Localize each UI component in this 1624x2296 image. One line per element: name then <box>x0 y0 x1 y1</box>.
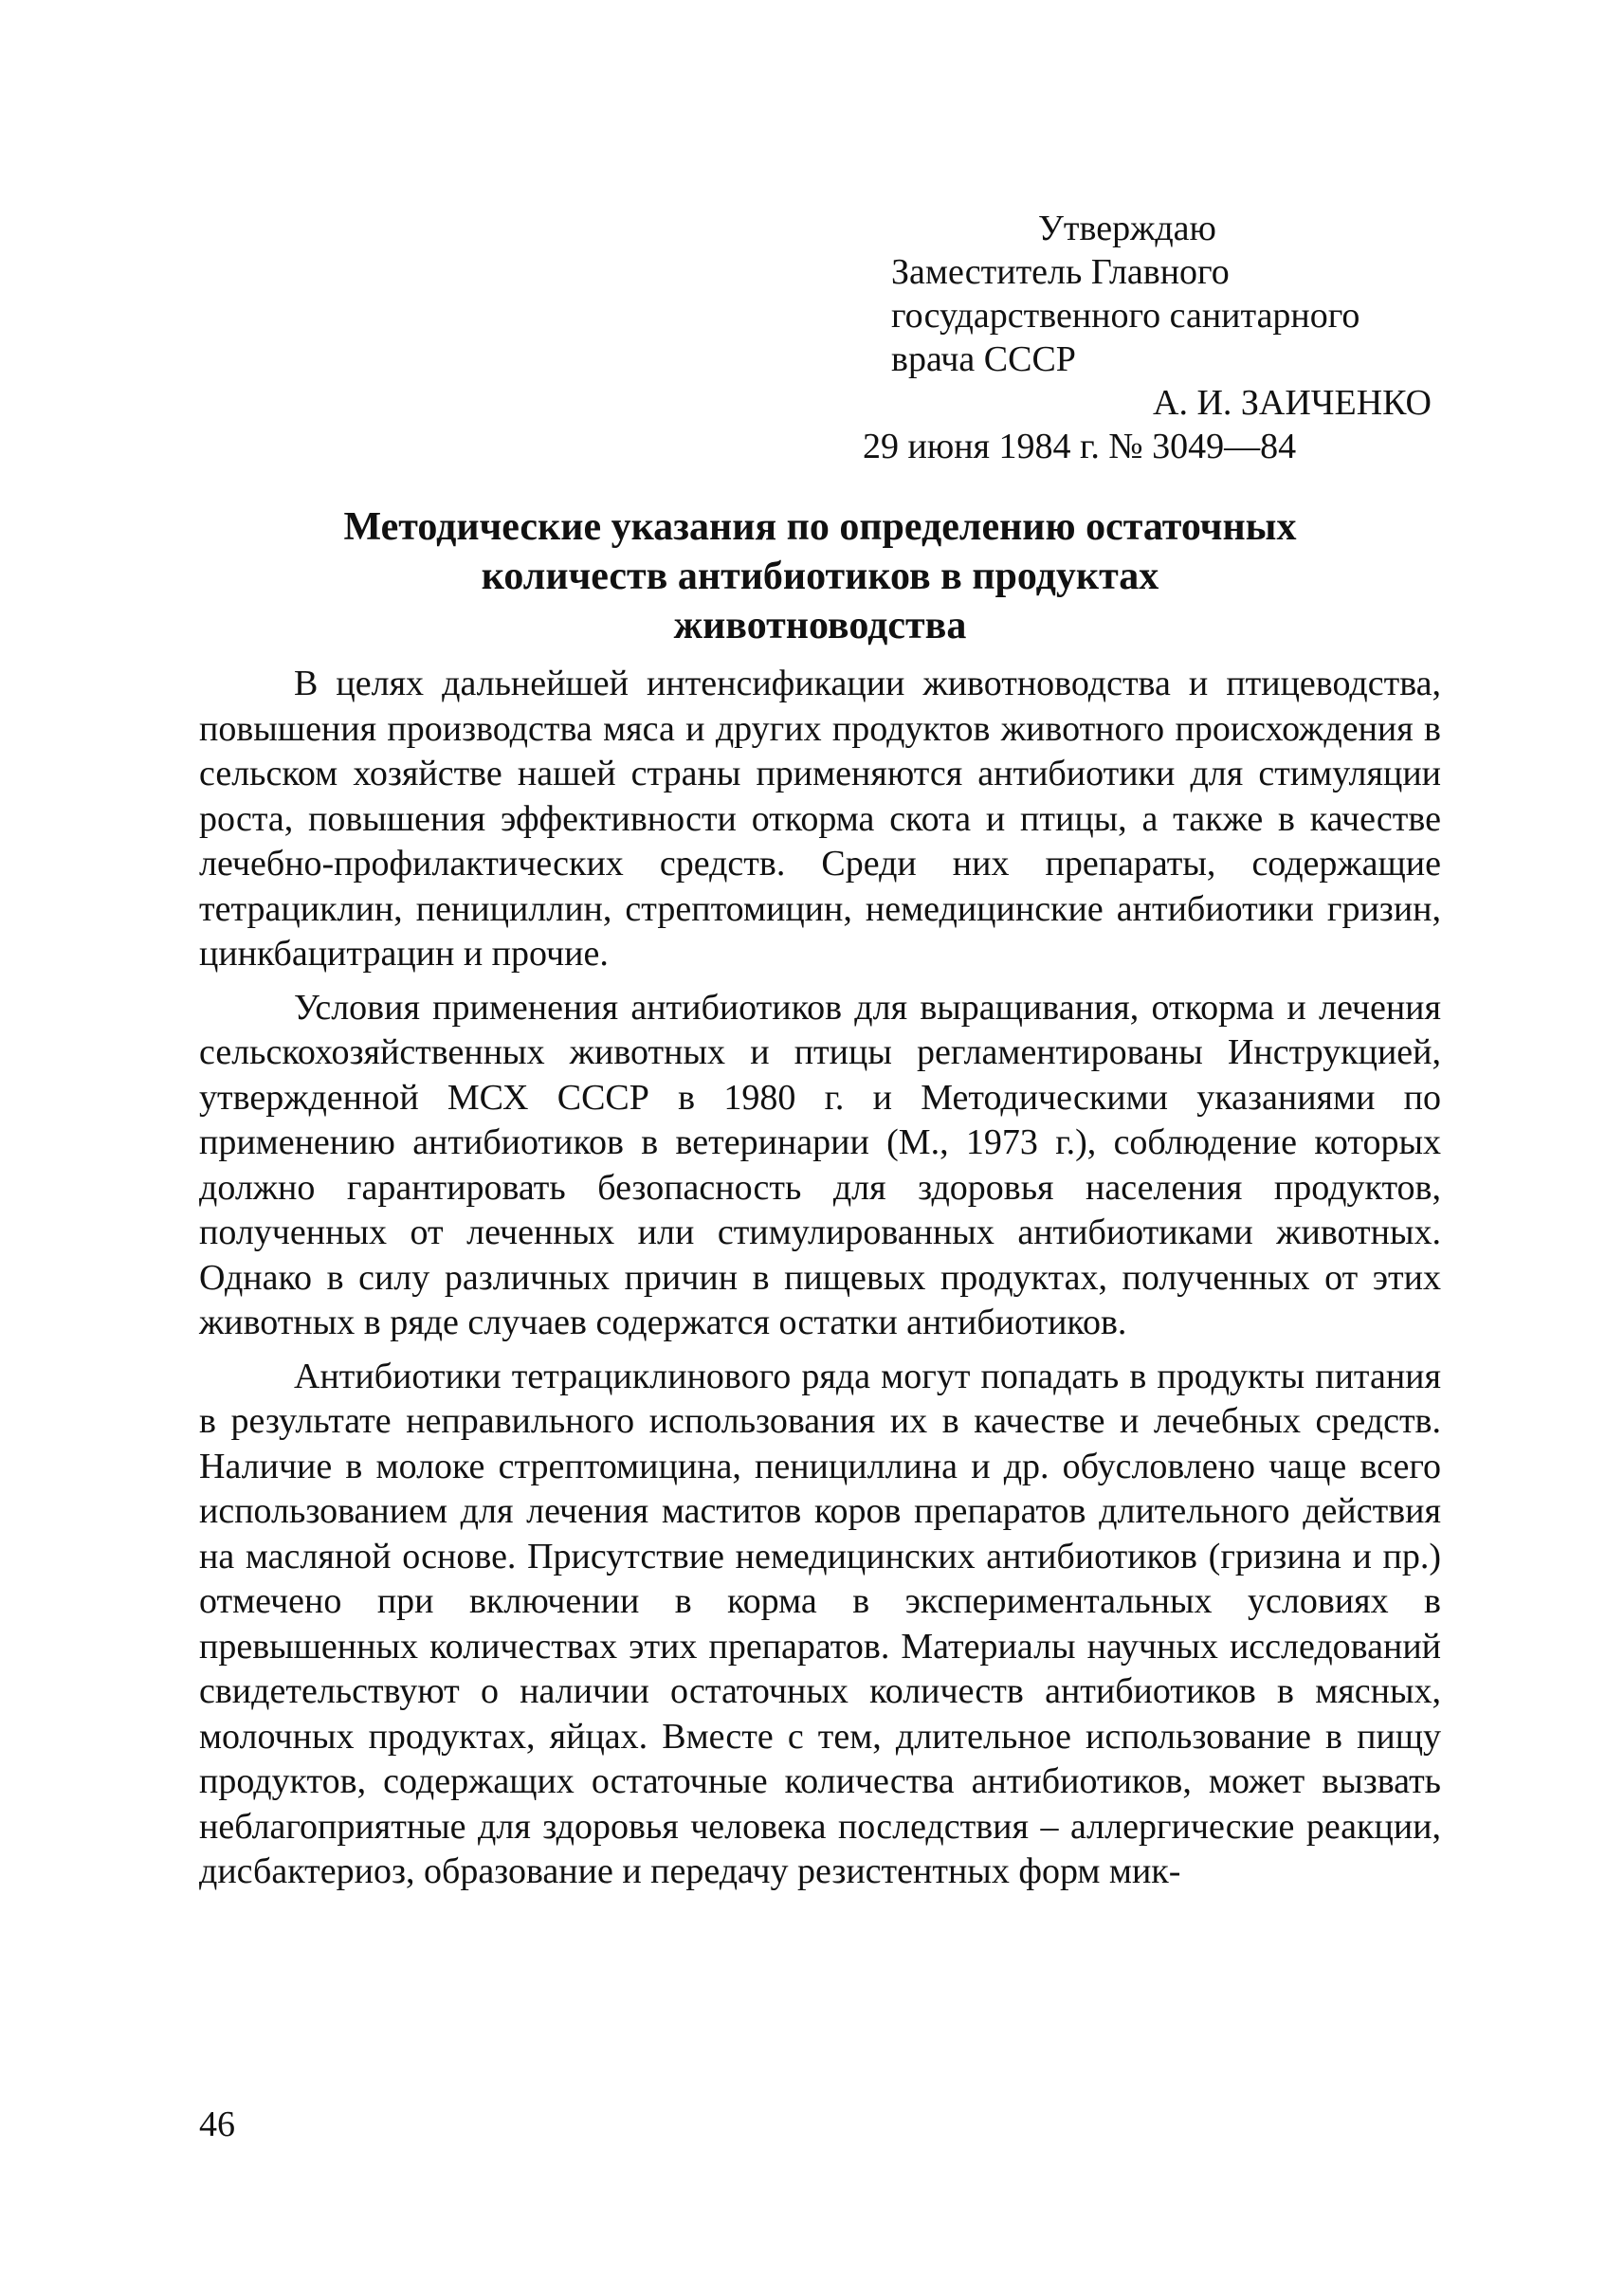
approval-date-number: 29 июня 1984 г. № 3049—84 <box>863 427 1297 466</box>
page-number: 46 <box>199 2105 235 2144</box>
approval-position-line3: врача СССР <box>891 339 1076 379</box>
approval-approve: Утверждаю <box>1038 209 1216 248</box>
approval-position-line1: Заместитель Главного <box>891 252 1230 292</box>
paragraph-3: Антибиотики тетрациклинового ряда могут попадать в продукты питания в результате неправильного использования их в качестве и лечебных средств. Наличие в молоке стрептомицина, пенициллина и др. обусловлено чаще всего использованием для лечения маститов коров препаратов длительного действия на масляной основе. Присутствие немедицинских антибиотиков (гризина и пр.) отмечено при включении в корма в экспериментальных условиях в превышенных количествах этих препаратов. Материалы научных исследований свидетельствуют о наличии остаточных количеств антибиотиков в мясных, молочных продуктах, яйцах. Вместе с тем, длительное использование в пищу продуктов, содержащих остаточные количества антибиотиков, может вызвать неблагоприятные для здоровья человека последствия – аллергические реакции, дисбактериоз, образование и передачу резистентных форм мик- <box>199 1356 1441 1891</box>
approval-block <box>863 207 1441 468</box>
title-line1: Методические указания по определению остаточных <box>343 505 1297 549</box>
document-title <box>199 502 1441 650</box>
paragraph-2: Условия применения антибиотиков для выращивания, откорма и лечения сельскохозяйственных животных и птицы регламентированы Инструкцией, утвержденной МСХ СССР в 1980 г. и Методическими указаниями по применению антибиотиков в ветеринарии (М., 1973 г.), соблюдение которых должно гарантировать безопасность для здоровья населения продуктов, полученных от леченных или стимулированных антибиотиками животных. Однако в силу различных причин в пищевых продуктах, полученных от этих животных в ряде случаев содержатся остатки антибиотиков. <box>199 987 1441 1342</box>
document-body <box>199 662 1441 1895</box>
title-line2: количеств антибиотиков в продуктах <box>481 555 1159 598</box>
approval-name: А. И. ЗАИЧЕНКО <box>1153 383 1432 423</box>
approval-position-line2: государственного санитарного <box>891 296 1360 336</box>
paragraph-1: В целях дальнейшей интенсификации животноводства и птицеводства, повышения производства мяса и других продуктов животного происхождения в сельском хозяйстве нашей страны применяются антибиотики для стимуляции роста, повышения эффективности откорма скота и птицы, а также в качестве лечебно-профилактических средств. Среди них препараты, содержащие тетрациклин, пенициллин, стрептомицин, немедицинские антибиотики гризин, цинкбацитрацин и прочие. <box>199 664 1441 974</box>
title-line3: животноводства <box>673 604 967 647</box>
